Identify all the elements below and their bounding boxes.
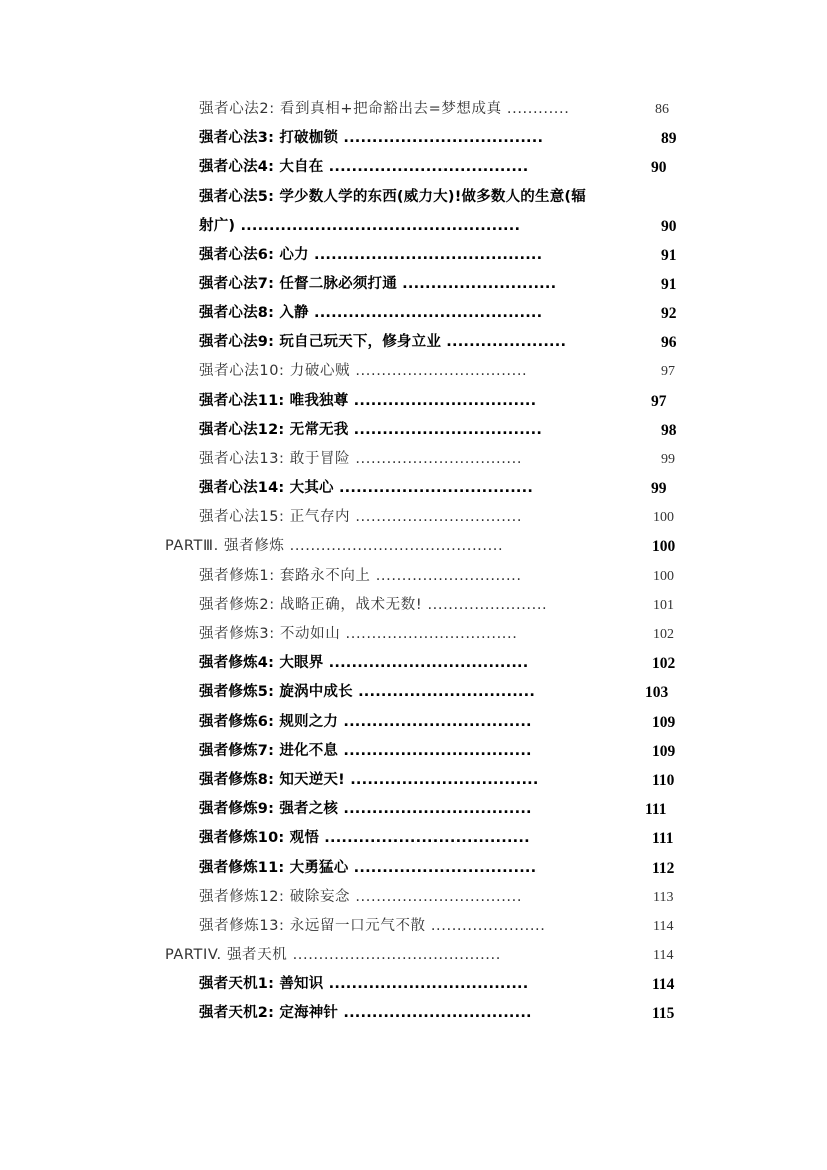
toc-entry-title: 强者心法8: 入静 ........................................ <box>199 304 543 321</box>
toc-entry-page: 96 <box>661 334 677 352</box>
toc-entry-title-line2: 射广) ................................................. <box>199 217 521 234</box>
toc-entry[interactable] <box>0 357 827 386</box>
toc-entry-page: 102 <box>653 627 674 642</box>
toc-entry[interactable] <box>0 153 827 182</box>
toc-entry-title: 强者修炼5: 旋涡中成长 ............................... <box>199 684 536 701</box>
toc-entry-title-line1: 强者心法5: 学少数人学的东西(威力大)!做多数人的生意(辐 <box>199 188 586 205</box>
toc-entry[interactable] <box>0 416 827 445</box>
toc-entry[interactable] <box>0 328 827 357</box>
toc-entry[interactable] <box>0 795 827 824</box>
toc-entry-page: 113 <box>653 889 674 905</box>
toc-entry-page: 101 <box>653 597 674 613</box>
toc-entry[interactable] <box>0 824 827 853</box>
toc-entry-page: 114 <box>653 918 674 934</box>
toc-entry-title: 强者修炼11: 大勇猛心 ................................ <box>199 859 537 876</box>
toc-part-heading[interactable] <box>0 941 827 970</box>
toc-entry-title: 强者修炼10: 观悟 .................................... <box>199 830 530 847</box>
toc-entry[interactable] <box>0 474 827 503</box>
toc-entry-title: 强者天机2: 定海神针 ................................. <box>199 1005 532 1022</box>
toc-entry[interactable] <box>0 708 827 737</box>
toc-entry-page: 110 <box>652 771 675 789</box>
toc-entry[interactable] <box>0 299 827 328</box>
toc-part-heading[interactable] <box>0 532 827 561</box>
toc-entry-title: 强者心法10: 力破心贼 ................................. <box>199 363 528 380</box>
toc-entry-title: 强者心法6: 心力 ........................................ <box>199 246 543 263</box>
toc-entry[interactable] <box>0 620 827 649</box>
toc-entry-title: 强者修炼2: 战略正确，战术无数! ....................... <box>199 596 548 613</box>
toc-entry-title: 强者修炼9: 强者之核 ................................. <box>199 801 532 818</box>
table-of-contents <box>0 95 827 1029</box>
toc-entry-page: 100 <box>653 510 674 526</box>
toc-entry-page: 114 <box>653 948 674 964</box>
toc-entry[interactable] <box>0 387 827 416</box>
toc-entry-page: 111 <box>652 830 674 848</box>
toc-entry-page: 103 <box>645 684 669 702</box>
toc-entry[interactable] <box>0 854 827 883</box>
toc-entry[interactable] <box>0 124 827 153</box>
toc-entry-title: 强者心法7: 任督二脉必须打通 ........................... <box>199 275 557 292</box>
toc-entry[interactable] <box>0 649 827 678</box>
toc-entry-title: 强者心法3: 打破枷锁 ................................... <box>199 130 544 147</box>
toc-entry[interactable] <box>0 999 827 1028</box>
toc-entry-page: 91 <box>661 246 677 264</box>
toc-entry-title: 强者修炼4: 大眼界 ................................... <box>199 655 529 672</box>
toc-entry-title: 强者修炼8: 知天逆天! ................................. <box>199 771 539 788</box>
toc-entry-title: 强者心法13: 敢于冒险 ................................ <box>199 450 523 467</box>
toc-entry[interactable] <box>0 883 827 912</box>
toc-entry-title: 强者修炼1: 套路永不向上 ............................ <box>199 567 522 584</box>
toc-entry-page: 100 <box>652 538 676 556</box>
toc-entry-page: 98 <box>661 421 677 439</box>
toc-entry-page: 109 <box>652 742 676 760</box>
toc-entry[interactable] <box>0 503 827 532</box>
toc-entry-page: 109 <box>652 713 676 731</box>
toc-entry-title: 强者心法2: 看到真相+把命豁出去=梦想成真 ............ <box>199 101 570 117</box>
toc-entry[interactable] <box>0 95 827 124</box>
toc-entry-page: 100 <box>653 568 674 584</box>
toc-entry-title: 强者心法14: 大其心 .................................. <box>199 480 534 497</box>
toc-entry[interactable] <box>0 270 827 299</box>
toc-entry-page: 90 <box>651 159 667 177</box>
toc-entry[interactable] <box>0 970 827 999</box>
toc-entry[interactable] <box>0 183 827 241</box>
toc-entry-page: 112 <box>652 859 675 877</box>
toc-entry[interactable] <box>0 912 827 941</box>
toc-entry-title: 强者心法15: 正气存内 ................................ <box>199 509 523 526</box>
toc-entry[interactable] <box>0 766 827 795</box>
toc-entry[interactable] <box>0 445 827 474</box>
toc-entry[interactable] <box>0 562 827 591</box>
toc-entry-page: 92 <box>661 304 677 322</box>
toc-entry-title: 强者修炼12: 破除妄念 ................................ <box>199 888 523 905</box>
toc-entry-title: 强者心法12: 无常无我 ................................. <box>199 421 543 438</box>
toc-entry-title: 强者修炼6: 规则之力 ................................. <box>199 713 532 730</box>
toc-entry-page: 115 <box>652 1005 675 1023</box>
toc-entry-page: 97 <box>661 364 675 380</box>
toc-entry[interactable] <box>0 241 827 270</box>
toc-entry-title: PARTIV. 强者天机 ........................................ <box>165 947 501 964</box>
toc-entry[interactable] <box>0 591 827 620</box>
toc-entry-page: 99 <box>661 451 675 467</box>
toc-entry-title: 强者修炼7: 进化不息 ................................. <box>199 742 532 759</box>
toc-entry-title: 强者心法11: 唯我独尊 ................................ <box>199 392 537 409</box>
toc-entry-page: 102 <box>652 655 676 673</box>
toc-entry-page: 99 <box>651 480 667 498</box>
toc-entry[interactable] <box>0 678 827 707</box>
toc-entry-page: 91 <box>661 275 677 293</box>
toc-entry-title: 强者修炼13: 永远留一口元气不散 ...................... <box>199 917 546 934</box>
toc-entry-title: 强者修炼3: 不动如山 ................................. <box>199 626 518 642</box>
toc-entry-page: 90 <box>661 217 677 235</box>
toc-entry[interactable] <box>0 737 827 766</box>
toc-entry-page: 114 <box>652 976 675 994</box>
toc-entry-title: 强者心法9: 玩自己玩天下，修身立业 ..................... <box>199 334 567 351</box>
toc-entry-page: 111 <box>645 801 667 819</box>
toc-entry-page: 97 <box>651 392 667 410</box>
toc-entry-title: 强者天机1: 善知识 ................................... <box>199 976 529 993</box>
toc-entry-title: PARTⅢ. 强者修炼 ......................................... <box>165 538 504 555</box>
toc-entry-title: 强者心法4: 大自在 ................................... <box>199 159 529 176</box>
toc-entry-page: 86 <box>655 102 669 117</box>
toc-entry-page: 89 <box>661 130 677 148</box>
